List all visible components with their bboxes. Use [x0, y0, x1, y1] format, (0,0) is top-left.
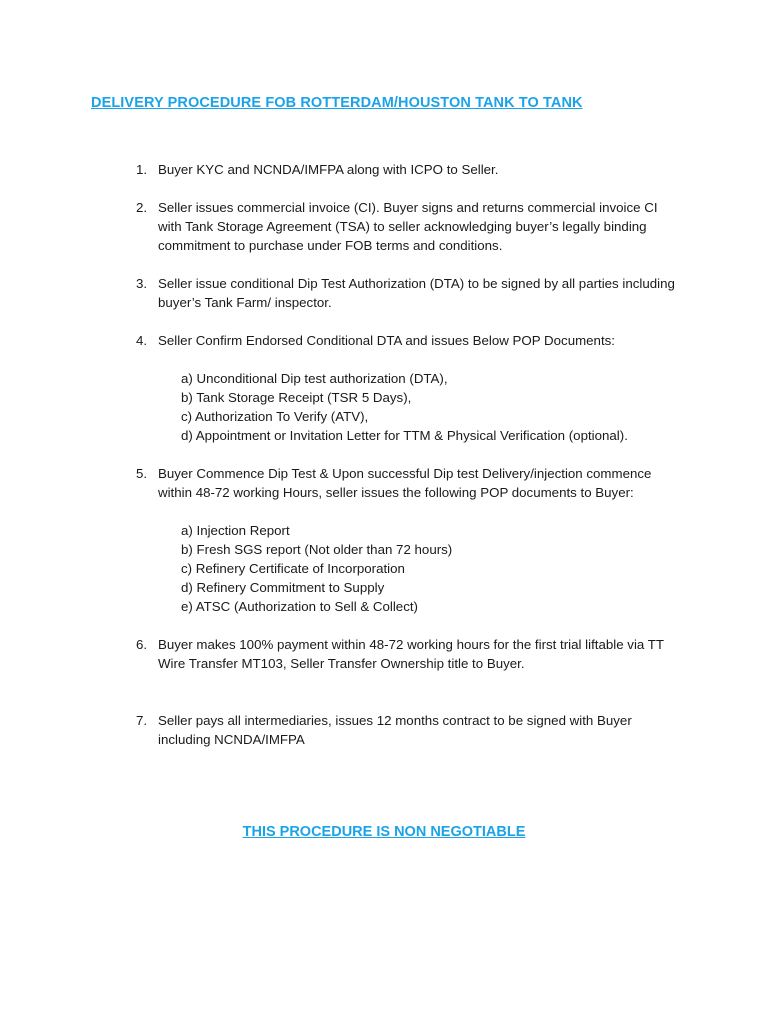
sub-list-item: b) Tank Storage Receipt (TSR 5 Days), — [181, 390, 412, 405]
procedure-step-6 — [136, 635, 681, 673]
step-text: Seller issues commercial invoice (CI). Buyer signs and returns commercial invoice CI with Tank Storage Agreement (TSA) to seller acknowledging buyer’s legally binding commitment to purchase under FOB terms and conditions. — [158, 200, 658, 253]
sub-list-item: a) Injection Report — [181, 523, 290, 538]
step-text: Buyer Commence Dip Test & Upon successful Dip test Delivery/injection commence within 48-72 working Hours, seller issues the following POP documents to Buyer: — [158, 466, 652, 500]
sub-list-item: d) Refinery Commitment to Supply — [181, 580, 385, 595]
sub-list-item: d) Appointment or Invitation Letter for TTM & Physical Verification (optional). — [181, 428, 628, 443]
procedure-step-3 — [136, 274, 681, 312]
step-text: Seller pays all intermediaries, issues 12 months contract to be signed with Buyer including NCNDA/IMFPA — [158, 713, 632, 747]
pop-documents-list — [181, 369, 681, 445]
non-negotiable-notice: THIS PROCEDURE IS NON NEGOTIABLE — [242, 824, 526, 840]
step-number: 5. — [136, 466, 148, 481]
document-title: DELIVERY PROCEDURE FOB ROTTERDAM/HOUSTON TANK TO TANK — [91, 95, 583, 111]
step-number: 7. — [136, 713, 148, 728]
step-number: 4. — [136, 333, 148, 348]
step-number: 3. — [136, 276, 148, 291]
procedure-steps-list — [136, 160, 681, 768]
procedure-step-4 — [136, 331, 681, 445]
sub-list-item: b) Fresh SGS report (Not older than 72 hours) — [181, 542, 453, 557]
step-text: Seller Confirm Endorsed Conditional DTA and issues Below POP Documents: — [158, 333, 615, 348]
step-text: Buyer makes 100% payment within 48-72 working hours for the first trial liftable via TT Wire Transfer MT103, Seller Transfer Ownership title to Buyer. — [158, 637, 664, 671]
step-number: 2. — [136, 200, 148, 215]
pop-documents-list — [181, 521, 681, 616]
procedure-step-2 — [136, 198, 681, 255]
step-number: 6. — [136, 637, 148, 652]
procedure-step-1 — [136, 160, 681, 179]
sub-list-item: e) ATSC (Authorization to Sell & Collect) — [181, 599, 418, 614]
step-text: Buyer KYC and NCNDA/IMFPA along with ICPO to Seller. — [158, 162, 499, 177]
sub-list-item: c) Refinery Certificate of Incorporation — [181, 561, 405, 576]
step-text: Seller issue conditional Dip Test Authorization (DTA) to be signed by all parties including buyer’s Tank Farm/ inspector. — [158, 276, 675, 310]
sub-list-item: c) Authorization To Verify (ATV), — [181, 409, 369, 424]
step-number: 1. — [136, 162, 148, 177]
procedure-step-7 — [136, 711, 681, 749]
sub-list-item: a) Unconditional Dip test authorization (DTA), — [181, 371, 448, 386]
procedure-step-5 — [136, 464, 681, 616]
